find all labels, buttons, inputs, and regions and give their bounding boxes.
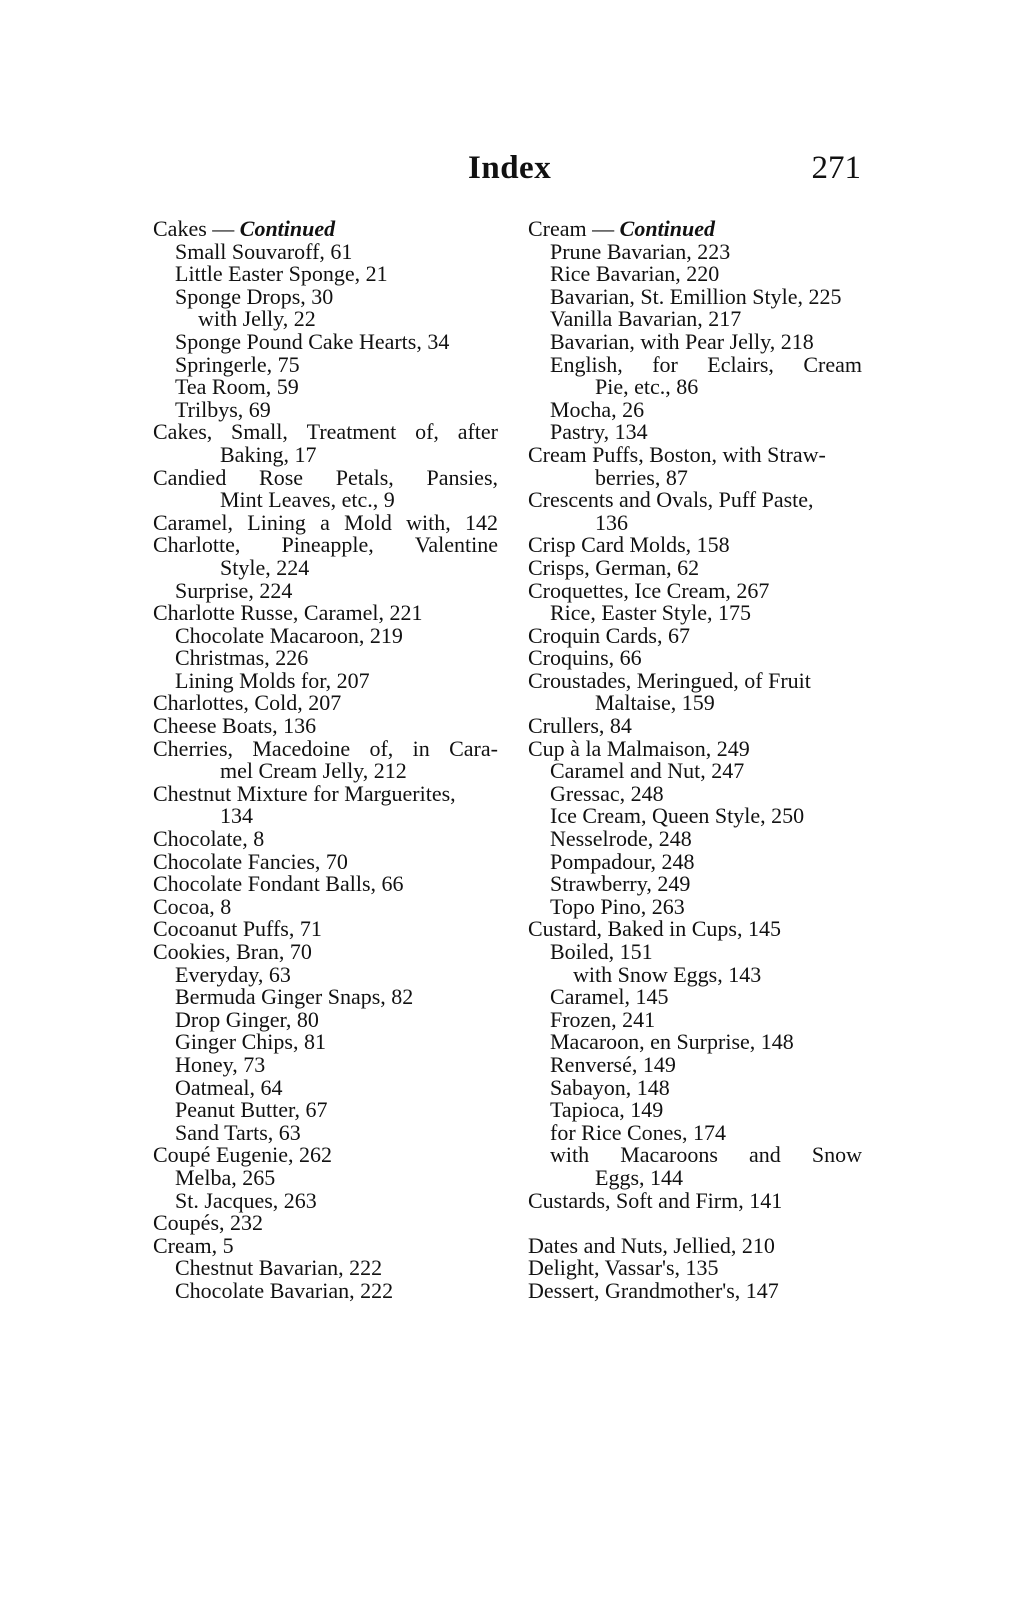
entry-word: Lining bbox=[247, 509, 306, 535]
index-entry bbox=[528, 1144, 862, 1167]
index-subentry: Rice Bavarian, 220 bbox=[550, 261, 720, 287]
index-subentry: Chocolate Bavarian, 222 bbox=[175, 1277, 394, 1303]
continued-label: Continued bbox=[619, 216, 716, 241]
index-subentry: Surprise, 224 bbox=[175, 577, 293, 603]
index-subentry: with Jelly, 22 bbox=[198, 306, 316, 332]
index-entry: Crescents and Ovals, Puff Paste, bbox=[528, 487, 814, 513]
index-entry: Cheese Boats, 136 bbox=[153, 713, 317, 739]
index-entry: Chocolate, 8 bbox=[153, 826, 265, 852]
index-subentry: Gressac, 248 bbox=[550, 780, 664, 806]
index-subentry: Bavarian, St. Emillion Style, 225 bbox=[550, 283, 842, 309]
entry-word: Cara- bbox=[449, 735, 498, 761]
entry-word: Macaroons bbox=[620, 1142, 718, 1168]
index-subentry: Honey, 73 bbox=[175, 1051, 266, 1077]
entry-word: with bbox=[550, 1142, 590, 1168]
index-subentry: 136 bbox=[595, 509, 628, 535]
index-subentry: Little Easter Sponge, 21 bbox=[175, 261, 388, 287]
index-entry bbox=[153, 509, 498, 535]
index-entry: Cream, 5 bbox=[153, 1232, 234, 1258]
entry-word: Petals, bbox=[335, 464, 394, 490]
index-subentry: Chocolate Macaroon, 219 bbox=[175, 622, 403, 648]
entry-word: Caramel, bbox=[153, 509, 234, 535]
entry-word: Mold bbox=[344, 509, 392, 535]
section-gap bbox=[528, 1212, 862, 1235]
index-subentry: Lining Molds for, 207 bbox=[175, 667, 370, 693]
index-subentry: St. Jacques, 263 bbox=[175, 1187, 317, 1213]
continued-label: Continued bbox=[239, 216, 336, 241]
index-subentry: 134 bbox=[220, 803, 253, 829]
heading-text: Cream — bbox=[528, 216, 620, 241]
page-header bbox=[150, 150, 865, 200]
entry-word: 142 bbox=[464, 509, 498, 535]
index-subentry: Springerle, 75 bbox=[175, 351, 300, 377]
index-subentry: Bavarian, with Pear Jelly, 218 bbox=[550, 328, 814, 354]
index-entry: Coupé Eugenie, 262 bbox=[153, 1142, 333, 1168]
index-subentry: Christmas, 226 bbox=[175, 645, 309, 671]
index-subentry: for Rice Cones, 174 bbox=[550, 1119, 726, 1145]
index-entry: Cup à la Malmaison, 249 bbox=[528, 735, 750, 761]
index-subentry: Pompadour, 248 bbox=[550, 848, 695, 874]
entry-word: Rose bbox=[259, 464, 304, 490]
index-subentry: with Snow Eggs, 143 bbox=[573, 961, 762, 987]
index-subentry: Nesselrode, 248 bbox=[550, 826, 692, 852]
index-entry: Croquins, 66 bbox=[528, 645, 642, 671]
entry-word: in bbox=[412, 735, 430, 761]
index-subentry: Oatmeal, 64 bbox=[175, 1074, 283, 1100]
index-continued-heading bbox=[153, 218, 498, 241]
index-entry: Crullers, 84 bbox=[528, 713, 632, 739]
entry-word: a bbox=[320, 509, 330, 535]
index-entry: Dates and Nuts, Jellied, 210 bbox=[528, 1232, 775, 1258]
page-title: Index bbox=[468, 150, 552, 186]
index-subentry: Boiled, 151 bbox=[550, 939, 653, 964]
index-subentry: Renversé, 149 bbox=[550, 1051, 676, 1077]
index-entry: Chocolate Fancies, 70 bbox=[153, 848, 348, 874]
entry-word: Snow bbox=[811, 1142, 862, 1168]
index-subentry: Topo Pino, 263 bbox=[550, 893, 685, 919]
index-entry: Custards, Soft and Firm, 141 bbox=[528, 1187, 783, 1213]
index-subentry: Small Souvaroff, 61 bbox=[175, 238, 353, 264]
index-subentry: Maltaise, 159 bbox=[595, 690, 715, 716]
index-subentry: Macaroon, en Surprise, 148 bbox=[550, 1029, 794, 1055]
index-subentry: Strawberry, 249 bbox=[550, 871, 691, 897]
index-entry: Dessert, Grandmother's, 147 bbox=[528, 1277, 779, 1303]
index-subentry: Drop Ginger, 80 bbox=[175, 1006, 319, 1032]
index-entry bbox=[153, 464, 498, 490]
index-subentry: Sabayon, 148 bbox=[550, 1074, 670, 1100]
index-entry: Croquin Cards, 67 bbox=[528, 622, 690, 648]
index-subentry: Mint Leaves, etc., 9 bbox=[220, 487, 395, 513]
index-subentry: Frozen, 241 bbox=[550, 1006, 656, 1032]
entry-word: Small, bbox=[231, 419, 288, 445]
index-subentry: Ginger Chips, 81 bbox=[175, 1029, 326, 1055]
index-subentry: Mocha, 26 bbox=[550, 396, 645, 422]
entry-word: Candied bbox=[153, 464, 227, 490]
page-number: 271 bbox=[811, 150, 861, 186]
index-entry bbox=[528, 351, 862, 377]
index-subentry: Pie, etc., 86 bbox=[595, 374, 699, 400]
index-subentry: Eggs, 144 bbox=[595, 1164, 683, 1190]
index-column-right bbox=[528, 218, 862, 1303]
index-entry: Cookies, Bran, 70 bbox=[153, 939, 312, 964]
entry-word: with, bbox=[406, 509, 451, 535]
index-continued-heading bbox=[528, 218, 862, 241]
heading-text: Cakes — bbox=[153, 216, 240, 241]
index-subentry: Prune Bavarian, 223 bbox=[550, 238, 731, 264]
index-entry: Coupés, 232 bbox=[153, 1210, 263, 1236]
index-entry: Cream Puffs, Boston, with Straw- bbox=[528, 441, 826, 467]
entry-word: Pineapple, bbox=[281, 532, 374, 558]
index-subentry: Sand Tarts, 63 bbox=[175, 1119, 301, 1145]
index-column-left bbox=[153, 218, 498, 1303]
index-entry: Crisp Card Molds, 158 bbox=[528, 532, 730, 558]
entry-word: Macedoine bbox=[252, 735, 351, 761]
index-entry: Croquettes, Ice Cream, 267 bbox=[528, 577, 770, 603]
index-entry: Delight, Vassar's, 135 bbox=[528, 1255, 719, 1281]
index-subentry: Peanut Butter, 67 bbox=[175, 1097, 328, 1123]
index-entry: Croustades, Meringued, of Fruit bbox=[528, 667, 811, 693]
entry-word: Valentine bbox=[414, 532, 498, 558]
index-subentry: berries, 87 bbox=[595, 464, 688, 490]
entry-word: Eclairs, bbox=[707, 351, 774, 377]
entry-word: after bbox=[457, 419, 498, 445]
entry-word: Cherries, bbox=[153, 735, 234, 761]
index-subentry: Melba, 265 bbox=[175, 1164, 276, 1190]
entry-word: for bbox=[652, 351, 678, 377]
index-subentry: Tea Room, 59 bbox=[175, 374, 299, 400]
index-subentry: Caramel and Nut, 247 bbox=[550, 758, 745, 784]
index-subentry: Chestnut Bavarian, 222 bbox=[175, 1255, 383, 1281]
entry-word: Charlotte, bbox=[153, 532, 241, 558]
index-entry: Chocolate Fondant Balls, 66 bbox=[153, 871, 404, 897]
index-entry: Custard, Baked in Cups, 145 bbox=[528, 916, 781, 942]
index-entry bbox=[153, 735, 498, 761]
entry-word: Cakes, bbox=[153, 419, 213, 445]
index-entry: Crisps, German, 62 bbox=[528, 554, 700, 580]
index-subentry: Everyday, 63 bbox=[175, 961, 291, 987]
index-subentry: Sponge Drops, 30 bbox=[175, 283, 334, 309]
entry-word: English, bbox=[550, 351, 623, 377]
index-entry: Cocoanut Puffs, 71 bbox=[153, 916, 322, 942]
index-subentry: Pastry, 134 bbox=[550, 419, 648, 445]
index-entry: Chestnut Mixture for Marguerites, bbox=[153, 780, 456, 806]
index-entry: Charlottes, Cold, 207 bbox=[153, 690, 342, 716]
index-entry bbox=[153, 534, 498, 557]
index-subentry: Bermuda Ginger Snaps, 82 bbox=[175, 984, 414, 1010]
entry-word: of, bbox=[415, 419, 439, 445]
index-subentry: Baking, 17 bbox=[220, 441, 317, 467]
index-subentry: Caramel, 145 bbox=[550, 984, 669, 1010]
index-subentry: Tapioca, 149 bbox=[550, 1097, 664, 1123]
entry-word: Pansies, bbox=[426, 464, 498, 490]
index-subentry: Sponge Pound Cake Hearts, 34 bbox=[175, 328, 450, 354]
index-subentry: mel Cream Jelly, 212 bbox=[220, 758, 407, 784]
entry-word: Treatment bbox=[306, 419, 397, 445]
entry-word: and bbox=[749, 1142, 781, 1168]
index-entry: Cocoa, 8 bbox=[153, 893, 232, 919]
index-subentry: Trilbys, 69 bbox=[175, 396, 271, 422]
index-entry: Charlotte Russe, Caramel, 221 bbox=[153, 600, 423, 626]
index-subentry: Style, 224 bbox=[220, 554, 310, 580]
entry-word: Cream bbox=[803, 351, 862, 377]
entry-word: of, bbox=[369, 735, 394, 761]
index-subentry: Vanilla Bavarian, 217 bbox=[550, 306, 742, 332]
index-subentry: Rice, Easter Style, 175 bbox=[550, 600, 752, 626]
index-entry bbox=[153, 421, 498, 444]
index-subentry: Ice Cream, Queen Style, 250 bbox=[550, 803, 805, 829]
